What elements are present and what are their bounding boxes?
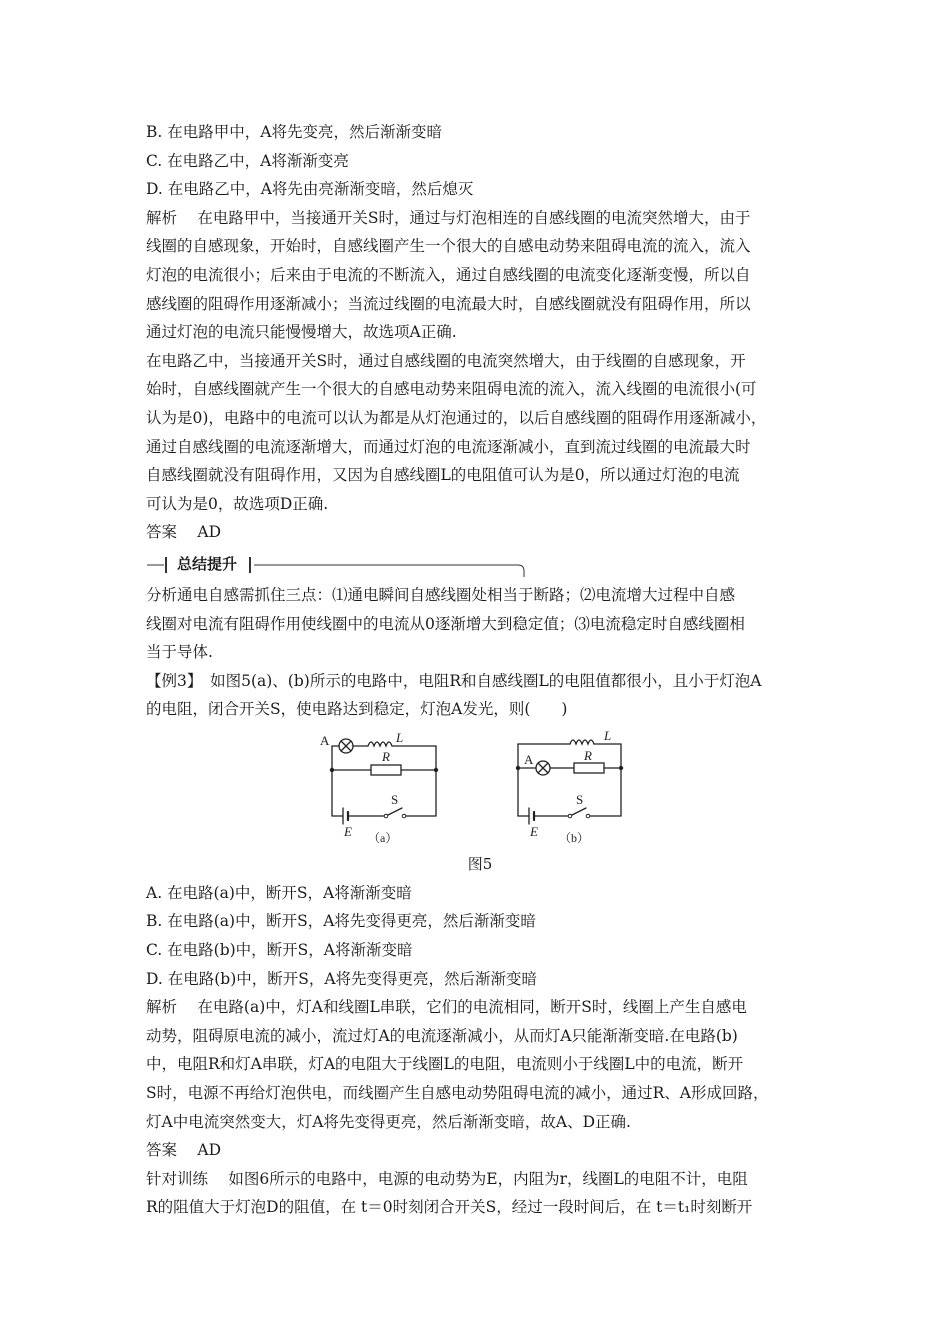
- example-option-a: A. 在电路(a)中，断开S，A将渐渐变暗: [146, 883, 412, 902]
- summary-line: 当于导体.: [146, 643, 213, 662]
- analysis-line: 灯泡的电流很小；后来由于电流的不断流入，通过自感线圈的电流变化逐渐变慢，所以自: [146, 265, 751, 284]
- example-option-d: D. 在电路(b)中，断开S，A将先变得更亮，然后渐渐变暗: [146, 969, 538, 988]
- example-option-b: B. 在电路(a)中，断开S，A将先变得更亮，然后渐渐变暗: [146, 912, 536, 931]
- label-b-coil: L: [604, 727, 612, 743]
- label-b-lamp: A: [524, 751, 534, 767]
- label-a-lamp: A: [320, 732, 330, 748]
- page-content: [146, 118, 814, 1222]
- example-answer: 答案 AD: [146, 1141, 222, 1160]
- label-a-switch: S: [391, 791, 399, 807]
- analysis-line: 通过灯泡的电流只能慢慢增大，故选项A正确.: [146, 323, 457, 342]
- option-c: C. 在电路乙中，A将渐渐变亮: [146, 151, 349, 170]
- example-stem: 【例3】 如图5(a)、(b)所示的电路中，电阻R和自感线圈L的电阻值都很小，且小于灯泡A: [146, 671, 762, 690]
- example-option-c: C. 在电路(b)中，断开S，A将渐渐变暗: [146, 941, 413, 960]
- label-a-tag: （a）: [368, 830, 398, 845]
- circuit-b: [518, 740, 621, 824]
- summary-title: 总结提升: [174, 553, 240, 574]
- option-b: B. 在电路甲中，A将先变亮，然后渐渐变暗: [146, 123, 442, 141]
- summary-header: [146, 551, 814, 581]
- analysis-line: 线圈的自感现象，开始时，自感线圈产生一个很大的自感电动势来阻碍电流的流入，流入: [146, 237, 751, 256]
- example-analysis-line: 中，电阻R和灯A串联，灯A的电阻大于线圈L的电阻，电流则小于线圈L中的电流，断开: [146, 1055, 744, 1074]
- analysis-line: 始时，自感线圈就产生一个很大的自感电动势来阻碍电流的流入，流入线圈的电流很小(可: [146, 380, 757, 399]
- analysis-line: 解析 在电路甲中，当接通开关S时，通过与灯泡相连的自感线圈的电流突然增大，由于: [146, 208, 751, 227]
- label-a-emf: E: [344, 823, 352, 839]
- analysis-line: 在电路乙中，当接通开关S时，通过自感线圈的电流突然增大，由于线圈的自感现象，开: [146, 351, 746, 370]
- analysis-line: 自感线圈就没有阻碍作用，又因为自感线圈L的电阻值可认为是0，所以通过灯泡的电流: [146, 466, 740, 485]
- training-line: R的阻值大于灯泡D的阻值，在 t＝0时刻闭合开关S，经过一段时间后，在 t＝t₁时刻断开: [146, 1198, 753, 1217]
- summary-line: 分析通电自感需抓住三点：⑴通电瞬间自感线圈处相当于断路；⑵电流增大过程中自感: [146, 585, 736, 604]
- figure-caption: 图5: [467, 854, 493, 873]
- training-line: 针对训练 如图6所示的电路中，电源的电动势为E，内阻为r，线圈L的电阻不计，电阻: [146, 1169, 748, 1188]
- example-analysis-line: S时，电源不再给灯泡供电，而线圈产生自感电动势阻碍电流的减小，通过R、A形成回路，: [146, 1084, 769, 1103]
- summary-line: 线圈对电流有阻碍作用使线圈中的电流从0逐渐增大到稳定值；⑶电流稳定时自感线圈相: [146, 614, 745, 633]
- example-analysis-line: 解析 在电路(a)中，灯A和线圈L串联，它们的电流相同，断开S时，线圈上产生自感电: [146, 998, 747, 1017]
- analysis-line: 可认为是0，故选项D正确.: [146, 494, 329, 513]
- circuit-figure: [146, 724, 814, 849]
- label-b-emf: E: [530, 823, 538, 839]
- analysis-line: 感线圈的阻碍作用逐渐减小；当流过线圈的电流最大时，自感线圈就没有阻碍作用，所以: [146, 294, 751, 313]
- option-d: D. 在电路乙中，A将先由亮渐渐变暗，然后熄灭: [146, 180, 474, 199]
- answer: 答案 AD: [146, 523, 222, 542]
- label-b-resistor: R: [584, 747, 592, 763]
- circuit-diagrams: [146, 724, 814, 849]
- label-a-resistor: R: [382, 748, 390, 764]
- analysis-line: 通过自感线圈的电流逐渐增大，而通过灯泡的电流逐渐减小，直到流过线圈的电流最大时: [146, 437, 751, 456]
- label-b-tag: （b）: [559, 830, 590, 845]
- example-analysis-line: 动势，阻碍原电流的减小，流过灯A的电流逐渐减小，从而灯A只能渐渐变暗.在电路(b): [146, 1026, 738, 1045]
- example-analysis-line: 灯A中电流突然变大，灯A将先变得更亮，然后渐渐变暗，故A、D正确.: [146, 1112, 631, 1131]
- example-stem: 的电阻，闭合开关S，使电路达到稳定，灯泡A发光，则( ): [146, 700, 568, 719]
- label-a-coil: L: [396, 729, 404, 745]
- analysis-line: 认为是0)，电路中的电流可以认为都是从灯泡通过的，以后自感线圈的阻碍作用逐渐减小，: [146, 408, 767, 427]
- label-b-switch: S: [576, 791, 584, 807]
